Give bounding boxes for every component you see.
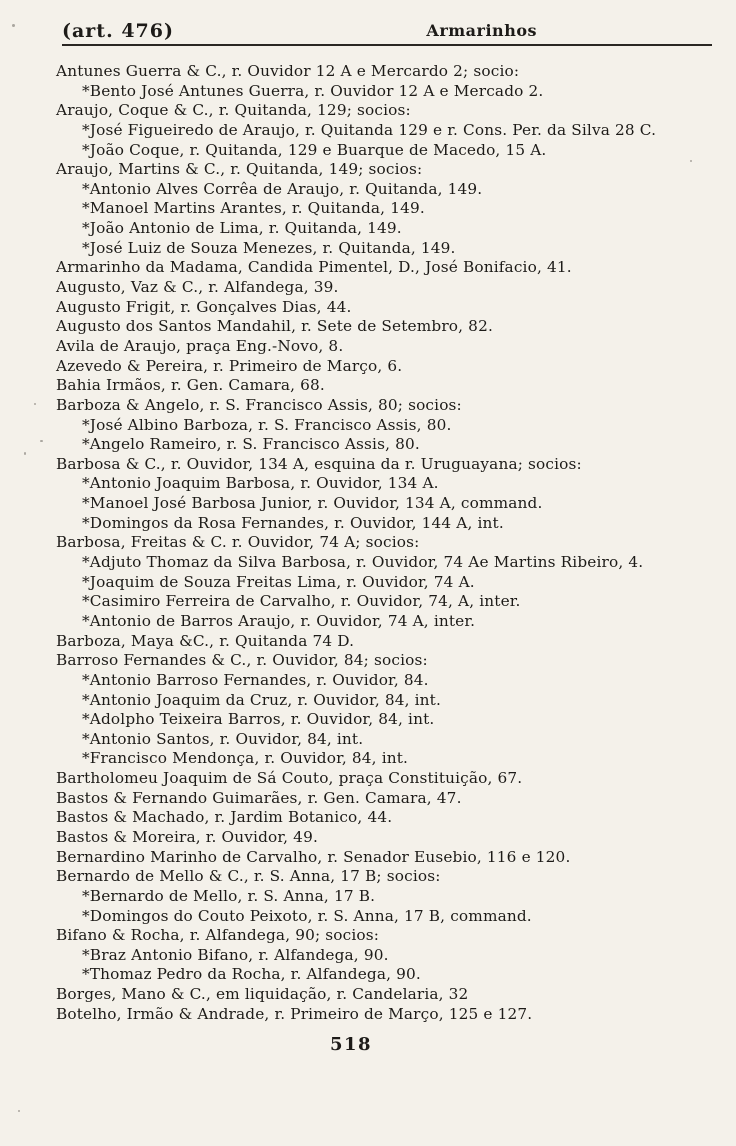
partner-entry: *Manoel Martins Arantes, r. Quitanda, 149. xyxy=(82,199,425,218)
firm-entry: Botelho, Irmão & Andrade, r. Primeiro de Março, 125 e 127. xyxy=(56,1004,533,1023)
partner-entry: *Bento José Antunes Guerra, r. Ouvidor 12 A e Mercado 2. xyxy=(82,81,544,100)
print-speck xyxy=(40,440,43,442)
firm-entry: Augusto dos Santos Mandahil, r. Sete de Setembro, 82. xyxy=(56,317,493,336)
partner-entry: *Francisco Mendonça, r. Ouvidor, 84, int. xyxy=(82,749,409,768)
partner-entry: *Angelo Rameiro, r. S. Francisco Assis, 80. xyxy=(82,435,420,454)
page-number: 518 xyxy=(330,1034,373,1055)
firm-entry: Barboza & Angelo, r. S. Francisco Assis, 80; socios: xyxy=(56,395,462,414)
firm-entry: Barbosa, Freitas & C. r. Ouvidor, 74 A; socios: xyxy=(56,533,420,552)
firm-entry: Bastos & Machado, r. Jardim Botanico, 44. xyxy=(56,808,393,827)
firm-entry: Araujo, Coque & C., r. Quitanda, 129; socios: xyxy=(56,101,411,120)
partner-entry: *Antonio Joaquim Barbosa, r. Ouvidor, 134 A. xyxy=(82,474,439,493)
print-speck xyxy=(690,160,692,162)
article-number: (art. 476) xyxy=(62,20,174,42)
partner-entry: *Adjuto Thomaz da Silva Barbosa, r. Ouvidor, 74 Ae Martins Ribeiro, 4. xyxy=(82,553,644,572)
partner-entry: *Bernardo de Mello, r. S. Anna, 17 B. xyxy=(82,886,376,905)
firm-entry: Araujo, Martins & C., r. Quitanda, 149; socios: xyxy=(56,160,423,179)
firm-entry: Bastos & Fernando Guimarães, r. Gen. Camara, 47. xyxy=(56,788,462,807)
firm-entry: Augusto, Vaz & C., r. Alfandega, 39. xyxy=(56,278,339,297)
firm-entry: Bernardo de Mello & C., r. S. Anna, 17 B; socios: xyxy=(56,867,441,886)
firm-entry: Augusto Frigit, r. Gonçalves Dias, 44. xyxy=(56,297,352,316)
partner-entry: *Adolpho Teixeira Barros, r. Ouvidor, 84, int. xyxy=(82,710,435,729)
partner-entry: *João Antonio de Lima, r. Quitanda, 149. xyxy=(82,219,402,238)
entry-list xyxy=(56,62,716,1024)
partner-entry: *José Luiz de Souza Menezes, r. Quitanda, 149. xyxy=(82,238,456,257)
firm-entry: Armarinho da Madama, Candida Pimentel, D., José Bonifacio, 41. xyxy=(56,258,572,277)
print-speck xyxy=(12,24,15,27)
firm-entry: Borges, Mano & C., em liquidação, r. Candelaria, 32 xyxy=(56,985,469,1004)
partner-entry: *Domingos do Couto Peixoto, r. S. Anna, 17 B, command. xyxy=(82,906,532,925)
firm-entry: Bastos & Moreira, r. Ouvidor, 49. xyxy=(56,827,318,846)
firm-entry: Azevedo & Pereira, r. Primeiro de Março, 6. xyxy=(56,356,403,375)
partner-entry: *Joaquim de Souza Freitas Lima, r. Ouvidor, 74 A. xyxy=(82,572,475,591)
partner-entry: *Antonio Barroso Fernandes, r. Ouvidor, 84. xyxy=(82,670,429,689)
firm-entry: Barbosa & C., r. Ouvidor, 134 A, esquina da r. Uruguayana; socios: xyxy=(56,454,582,473)
firm-entry: Antunes Guerra & C., r. Ouvidor 12 A e Mercardo 2; socio: xyxy=(56,62,520,80)
partner-entry: *Antonio Alves Corrêa de Araujo, r. Quitanda, 149. xyxy=(82,179,483,198)
partner-entry: *Antonio de Barros Araujo, r. Ouvidor, 74 A, inter. xyxy=(82,611,476,630)
print-speck xyxy=(34,403,36,405)
firm-entry: Bahia Irmãos, r. Gen. Camara, 68. xyxy=(56,376,325,395)
firm-entry: Barroso Fernandes & C., r. Ouvidor, 84; socios: xyxy=(56,651,428,670)
partner-entry: *João Coque, r. Quitanda, 129 e Buarque de Macedo, 15 A. xyxy=(82,140,547,159)
firm-entry: Bifano & Rocha, r. Alfandega, 90; socios: xyxy=(56,926,380,945)
partner-entry: *José Albino Barboza, r. S. Francisco Assis, 80. xyxy=(82,415,452,434)
partner-entry: *Braz Antonio Bifano, r. Alfandega, 90. xyxy=(82,945,389,964)
print-speck xyxy=(18,1110,20,1112)
page-header xyxy=(62,18,712,46)
firm-entry: Avila de Araujo, praça Eng.-Novo, 8. xyxy=(56,336,344,355)
partner-entry: *Antonio Joaquim da Cruz, r. Ouvidor, 84, int. xyxy=(82,690,441,709)
partner-entry: *Thomaz Pedro da Rocha, r. Alfandega, 90. xyxy=(82,965,421,984)
firm-entry: Bartholomeu Joaquim de Sá Couto, praça Constituição, 67. xyxy=(56,769,523,788)
partner-entry: *José Figueiredo de Araujo, r. Quitanda 129 e r. Cons. Per. da Silva 28 C. xyxy=(82,120,657,139)
partner-entry: *Domingos da Rosa Fernandes, r. Ouvidor, 144 A, int. xyxy=(82,513,504,532)
print-speck xyxy=(24,452,26,455)
firm-entry: Bernardino Marinho de Carvalho, r. Senador Eusebio, 116 e 120. xyxy=(56,847,571,866)
partner-entry: *Antonio Santos, r. Ouvidor, 84, int. xyxy=(82,729,364,748)
section-title: Armarinhos xyxy=(426,21,537,40)
partner-entry: *Casimiro Ferreira de Carvalho, r. Ouvidor, 74, A, inter. xyxy=(82,592,521,611)
partner-entry: *Manoel José Barbosa Junior, r. Ouvidor, 134 A, command. xyxy=(82,494,543,513)
firm-entry: Barboza, Maya &C., r. Quitanda 74 D. xyxy=(56,631,355,650)
